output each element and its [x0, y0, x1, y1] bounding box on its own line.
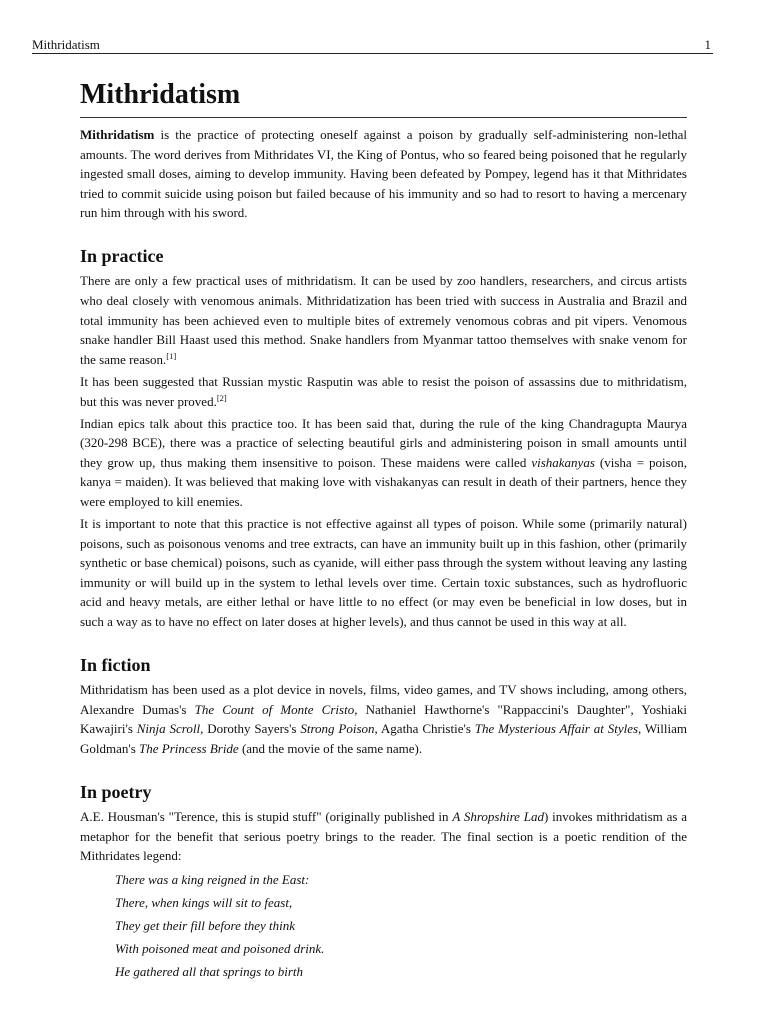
work-title: A Shropshire Lad — [452, 809, 544, 825]
practice-paragraph-1 — [80, 271, 687, 369]
practice-paragraph-1-text: There are only a few practical uses of mithridatism. It can be used by zoo handlers, researchers, and circus artists who deal closely with venomous animals. Mithridatization has been tried with success in Australia and Brazil and total immunity has been achieved even to multiple bites of extremely venomous cobras and pit vipers. Venomous snake handler Bill Haast used this method. Snake handlers from Myanmar tattoo themselves with snake venom for the same reason. — [80, 273, 687, 367]
vishakanyas-term: vishakanyas — [531, 454, 595, 470]
fiction-text: , William Goldman's — [80, 721, 688, 756]
poem-line: They get their fill before they think — [115, 918, 296, 934]
fiction-text: (and the movie of the same name). — [238, 740, 423, 756]
practice-paragraph-4: It is important to note that this practice is not effective against all types of poison. While some (primarily natural) poisons, such as poisonous venoms and tree extracts, can have an immunity built up in this fashion, other (primarily synthetic or base chemical) poisons, such as cyanide, will either pass through the system without leaving any lasting immunity or will build up in the system to lethal levels over time. Certain toxic substances, such as hydrofluoric acid and heavy metals, are either lethal or have little to no effect (or may even be beneficial in low doses, but in such a way as to have no effect on later doses at higher levels), and thus cannot be used in this way at all. — [80, 516, 687, 630]
poem-line: He gathered all that springs to birth — [115, 964, 304, 980]
work-title: The Count of Monte Cristo — [194, 701, 355, 717]
fiction-text: Mithridatism has been used as a plot device in novels, films, video games, and TV shows including, among others, Alexandre Dumas's — [80, 682, 687, 717]
article-body — [80, 78, 687, 983]
work-title: The Princess Bride — [139, 740, 239, 756]
poem-line: With poisoned meat and poisoned drink. — [115, 941, 325, 957]
practice-paragraph-2 — [80, 372, 687, 411]
work-title: Strong Poison — [300, 721, 375, 737]
section-heading-poetry: In poetry — [80, 781, 152, 802]
fiction-text: , Dorothy Sayers's — [200, 721, 301, 737]
poetry-text-before: A.E. Housman's "Terence, this is stupid stuff" (originally published in — [80, 809, 453, 825]
section-heading-practice: In practice — [80, 245, 164, 266]
poetry-text-after: ) invokes mithridatism as a metaphor for the benefit that serious poetry brings to the reader. The final section is a poetic rendition of the Mithridates legend: — [80, 809, 688, 864]
page-number: 1 — [704, 37, 711, 52]
poem-excerpt — [115, 868, 687, 983]
fiction-text: , Nathaniel Hawthorne's "Rappaccini's Daughter", Yoshiaki Kawajiri's — [80, 701, 687, 737]
citation-ref-2: [2] — [216, 392, 227, 403]
practice-paragraph-3-after: (visha = poison, kanya = maiden). It was believed that making love with vishakanyas can result in death of their partners, hence they were employed to kill enemies. — [80, 454, 687, 509]
citation-ref-1: [1] — [166, 350, 177, 361]
section-heading-fiction: In fiction — [80, 654, 151, 675]
intro-text: is the practice of protecting oneself against a poison by gradually self-administering non-lethal amounts. The word derives from Mithridates VI, the King of Pontus, who so feared being poisoned that he regularly ingested small doses, aiming to develop immunity. Having been defeated by Pompey, legend has it that Mithridates tried to commit suicide using poison but failed because of his immunity and so had to resort to having a mercenary run him through with his sword. — [80, 127, 687, 221]
intro-term: Mithridatism — [80, 127, 155, 142]
practice-paragraph-3 — [80, 414, 687, 512]
practice-paragraph-3-before: Indian epics talk about this practice too. It has been said that, during the rule of the king Chandragupta Maurya (320-298 BCE), there was a practice of selecting beautiful girls and administering poison in small amounts until they grow up, thus making them insensitive to poison. These maidens were called — [80, 415, 687, 470]
fiction-text: , Agatha Christie's — [374, 721, 475, 737]
poetry-paragraph — [80, 807, 687, 866]
practice-paragraph-2-text: It has been suggested that Russian mystic Rasputin was able to resist the poison of assassins due to mithridatism, but this was never proved. — [80, 373, 687, 409]
work-title: Ninja Scroll — [136, 721, 201, 737]
work-title: The Mysterious Affair at Styles — [474, 721, 639, 737]
poem-line: There was a king reigned in the East: — [115, 872, 310, 888]
running-header — [32, 36, 713, 54]
intro-paragraph — [80, 125, 687, 223]
article-title: Mithridatism — [80, 78, 687, 118]
fiction-paragraph — [80, 680, 687, 758]
poem-line: There, when kings will sit to feast, — [115, 895, 293, 911]
running-header-title: Mithridatism — [32, 37, 100, 52]
